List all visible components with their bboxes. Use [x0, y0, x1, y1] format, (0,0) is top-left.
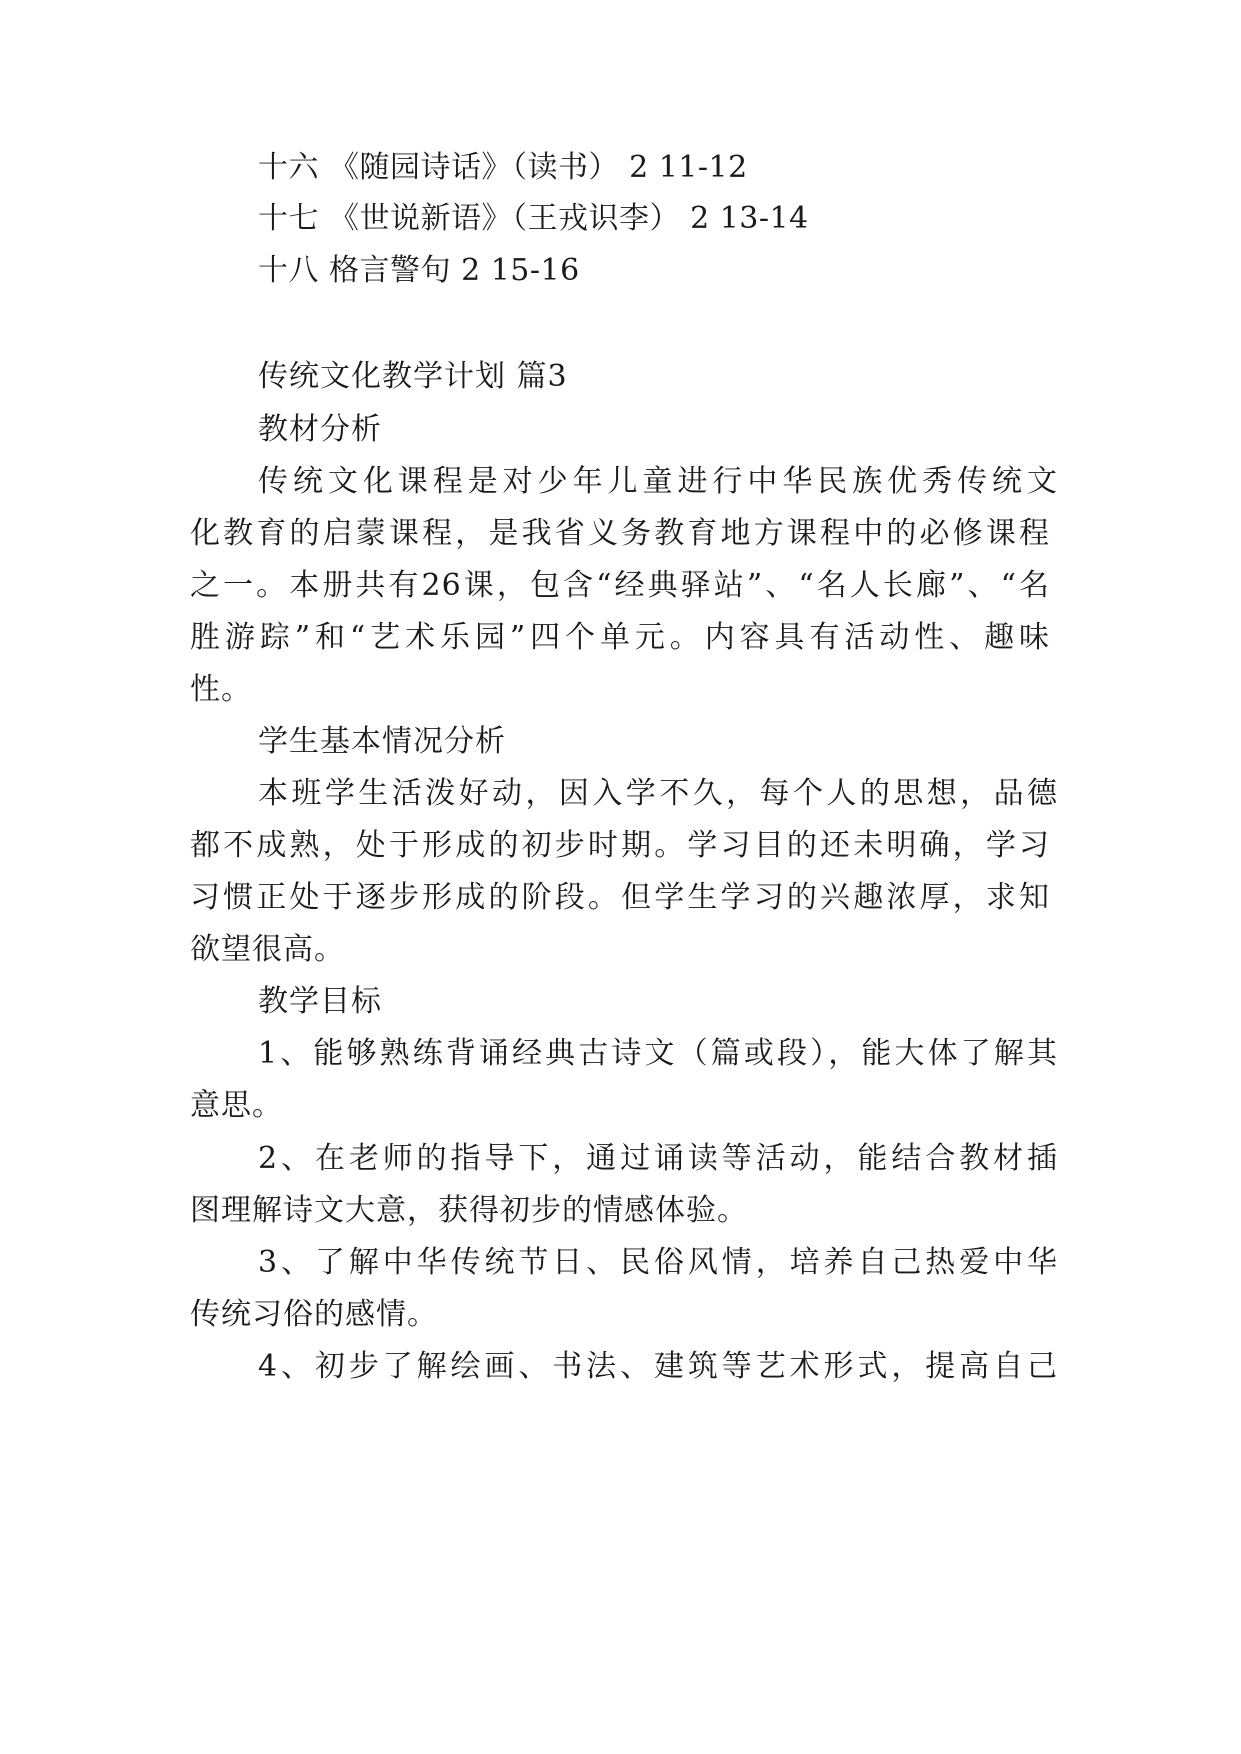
goal-2-line: 图理解诗文大意，获得初步的情感体验。: [190, 1193, 748, 1228]
goal-2-line: 2、在老师的指导下，通过诵读等活动，能结合教材插: [258, 1141, 1058, 1176]
list-item: 十七 《世说新语》（王戎识李） 2 13-14: [258, 201, 809, 236]
goals-heading: 教学目标: [258, 984, 382, 1019]
paragraph-line: 化教育的启蒙课程，是我省义务教育地方课程中的必修课程: [190, 516, 1050, 551]
paragraph-line: 本班学生活泼好动，因入学不久，每个人的思想，品德: [258, 776, 1058, 811]
goal-1-line: 1、能够熟练背诵经典古诗文（篇或段），能大体了解其: [258, 1036, 1058, 1071]
paragraph-line: 传统文化课程是对少年儿童进行中华民族优秀传统文: [258, 464, 1058, 499]
paragraph-line: 习惯正处于逐步形成的阶段。但学生学习的兴趣浓厚，求知: [190, 880, 1050, 915]
goal-1-line: 意思。: [190, 1088, 283, 1123]
goal-3-line: 传统习俗的感情。: [190, 1297, 438, 1332]
goal-3-line: 3、了解中华传统节日、民俗风情，培养自己热爱中华: [258, 1245, 1058, 1280]
paragraph-line: 胜游踪”和“艺术乐园”四个单元。内容具有活动性、趣味: [190, 620, 1050, 655]
student-heading: 学生基本情况分析: [258, 724, 506, 759]
section-title: 传统文化教学计划 篇3: [258, 359, 568, 394]
list-item: 十六 《随园诗话》（读书） 2 11-12: [258, 150, 748, 185]
paragraph-line: 性。: [190, 672, 252, 707]
goal-4-line: 4、初步了解绘画、书法、建筑等艺术形式，提高自己: [258, 1349, 1058, 1384]
paragraph-line: 都不成熟，处于形成的初步时期。学习目的还未明确，学习: [190, 828, 1050, 863]
paragraph-line: 之一。本册共有26课，包含“经典驿站”、“名人长廊”、“名: [190, 568, 1050, 603]
textbook-heading: 教材分析: [258, 412, 382, 447]
list-item: 十八 格言警句 2 15-16: [258, 253, 580, 288]
paragraph-line: 欲望很高。: [190, 932, 345, 967]
